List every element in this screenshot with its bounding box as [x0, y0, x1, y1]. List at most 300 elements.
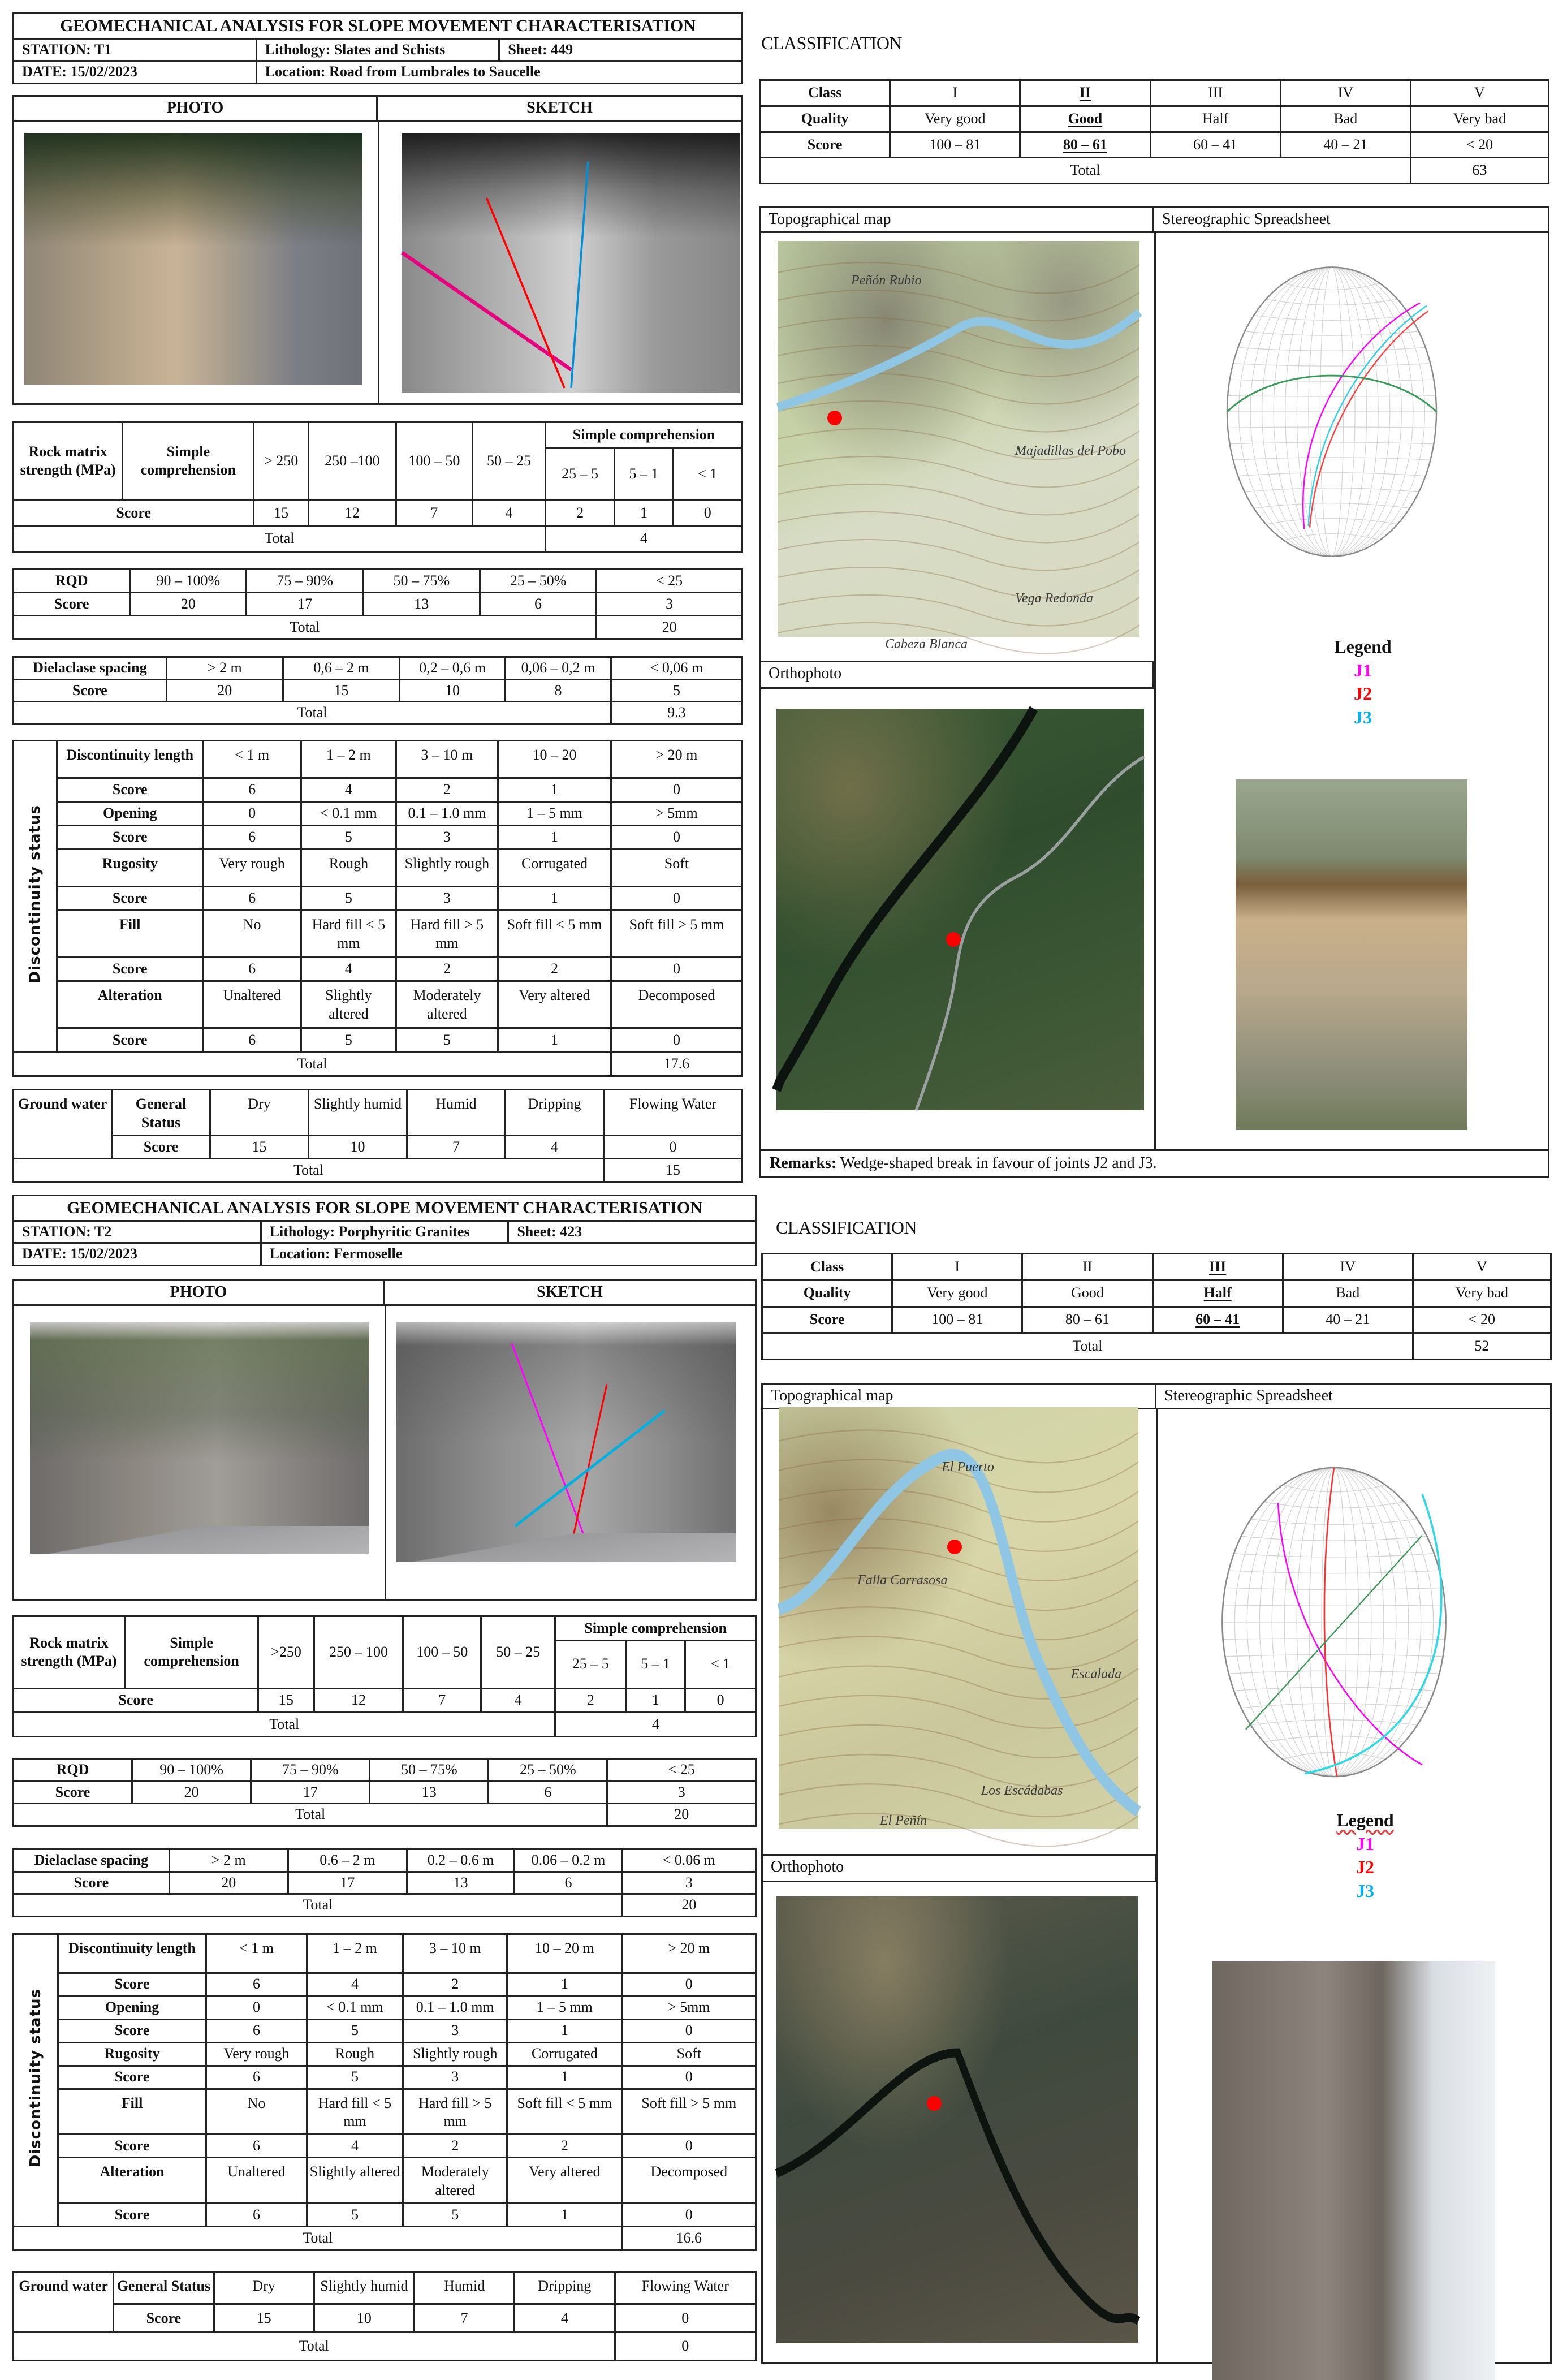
discontinuity-table [12, 740, 743, 1077]
quality-value-text: Very good [926, 1284, 988, 1301]
range: 5 – 1 [615, 448, 673, 500]
state: Dry [210, 1090, 309, 1136]
parameter-value: 0.1 – 1.0 mm [403, 1996, 507, 2019]
quality-value-text: Half [1202, 110, 1229, 127]
discontinuity-parameter: Discontinuity length [57, 741, 203, 778]
station-location-marker [947, 1540, 962, 1554]
sheet-title: GEOMECHANICAL ANALYSIS FOR SLOPE MOVEMENT CHARACTERISATION [14, 14, 743, 39]
discontinuity-table [12, 1933, 757, 2251]
score-range-text: 60 – 41 [1193, 136, 1238, 153]
score-range-text: < 20 [1466, 136, 1493, 153]
score: 2 [396, 958, 498, 981]
score: 4 [301, 958, 396, 981]
class-value [1280, 80, 1410, 106]
rqd-table [12, 1758, 757, 1822]
state: Flowing Water [604, 1090, 743, 1136]
map-place-name: Cabeza Blanca [885, 637, 968, 652]
score-range [1413, 1307, 1551, 1333]
score-range-text: 60 – 41 [1195, 1311, 1240, 1328]
score: 1 [498, 1028, 611, 1052]
score-label: Score [114, 2304, 214, 2332]
photo-label: PHOTO [14, 97, 378, 122]
score: 6 [480, 593, 596, 616]
rock-matrix-total: 4 [555, 1713, 756, 1737]
score: 15 [283, 679, 399, 702]
dielaclase-total: 9.3 [611, 702, 742, 725]
net-parallel [1238, 347, 1426, 351]
range: 75 – 90% [251, 1759, 370, 1782]
class-value-text: II [1079, 84, 1091, 101]
station-location-marker [827, 411, 842, 425]
classification-heading: CLASSIFICATION [761, 33, 903, 53]
parameter-value: Very rough [203, 850, 301, 887]
score-range [1410, 132, 1548, 158]
discontinuity-status-label [14, 741, 57, 1052]
groundwater-total: 0 [615, 2332, 756, 2361]
score: 15 [214, 2304, 314, 2332]
score: 5 [307, 2204, 403, 2227]
score: 3 [403, 2019, 507, 2042]
parameter-value: Slightly rough [403, 2042, 507, 2066]
class-value [1410, 80, 1548, 106]
score: 15 [258, 1688, 314, 1713]
date: DATE: 15/02/2023 [14, 1243, 261, 1266]
quality-value-text: Very good [924, 110, 986, 127]
dielaclase-table [12, 1848, 757, 1913]
simple-comprehension-group: Simple comprehension [545, 422, 742, 449]
class-value-text: IV [1340, 1258, 1356, 1275]
class-value-text: I [952, 84, 958, 101]
divider [378, 122, 379, 403]
quality-value [1022, 1280, 1152, 1307]
score-range [1150, 132, 1280, 158]
joint-lines [396, 1322, 736, 1562]
legend [1320, 1809, 1410, 1911]
lithology: Lithology: Porphyritic Granites [261, 1221, 508, 1243]
score: 3 [396, 887, 498, 911]
topo-map-label: Topographical map [763, 1385, 1156, 1409]
score: 20 [130, 593, 247, 616]
score-range [1020, 132, 1150, 158]
dielaclase-total: 20 [622, 1894, 756, 1917]
parameter-value: No [206, 2089, 307, 2135]
score: 0 [622, 2019, 756, 2042]
score: 2 [507, 2135, 623, 2158]
range: 0.6 – 2 m [288, 1849, 407, 1872]
class-value [892, 1254, 1022, 1280]
range: 0,2 – 0,6 m [400, 657, 506, 680]
net-parallel [1241, 1536, 1427, 1541]
parameter-value: 10 – 20 m [507, 1934, 623, 1973]
parameter-value: Slightly altered [301, 981, 396, 1028]
parameter-value: Slightly rough [396, 850, 498, 887]
discontinuity-parameter: Discontinuity length [58, 1934, 206, 1973]
score: 7 [415, 2304, 515, 2332]
score: 13 [407, 1872, 514, 1894]
quality-label: Quality [760, 106, 890, 132]
quality-label: Quality [762, 1280, 892, 1307]
photo-sketch-panel [12, 1279, 757, 1601]
class-value [1152, 1254, 1283, 1280]
range: 250 – 100 [314, 1616, 403, 1689]
class-value-text: II [1082, 1258, 1093, 1275]
score: 4 [307, 2135, 403, 2158]
class-value [1413, 1254, 1551, 1280]
discontinuity-status-text: Discontinuity status [27, 1989, 44, 2167]
slope-photo [24, 133, 362, 385]
dielaclase-label: Dielaclase spacing [14, 1849, 170, 1872]
score: 0 [611, 826, 742, 850]
rqd-total: 20 [607, 1804, 756, 1826]
rock-matrix-table [12, 421, 743, 553]
net-parallel [1234, 1687, 1434, 1691]
score: 6 [203, 887, 301, 911]
quality-value [1413, 1280, 1551, 1307]
parameter-value: Corrugated [498, 850, 611, 887]
location: Location: Road from Lumbrales to Saucelle [256, 61, 742, 84]
sheet-title: GEOMECHANICAL ANALYSIS FOR SLOPE MOVEMENT CHARACTERISATION [14, 1196, 756, 1221]
class-value-text: V [1477, 1258, 1487, 1275]
station-location-marker [927, 2096, 942, 2111]
discontinuity-parameter: Opening [57, 802, 203, 826]
total-label: Total [14, 1158, 604, 1182]
orthophoto [776, 709, 1144, 1110]
divider [1154, 233, 1156, 1149]
range: 0.2 – 0.6 m [407, 1849, 514, 1872]
score: 15 [210, 1135, 309, 1158]
parameter-value: > 5mm [622, 1996, 756, 2019]
general-status-label: General Status [112, 1090, 210, 1136]
quality-value [1150, 106, 1280, 132]
range: 50 – 75% [370, 1759, 489, 1782]
legend-item-j2: J2 [1356, 1857, 1374, 1878]
quality-value-text: Good [1071, 1284, 1104, 1301]
quality-value-text: Bad [1336, 1284, 1360, 1301]
score-label: Score [14, 1781, 132, 1804]
joint-line-j3 [515, 1411, 664, 1526]
joint-line-j1 [402, 253, 571, 370]
discontinuity-parameter: Rugosity [58, 2042, 206, 2066]
range: < 25 [597, 570, 743, 593]
net-parallel [1230, 442, 1434, 444]
total-label: Total [14, 1052, 611, 1076]
score: 6 [203, 958, 301, 981]
rock-matrix-total: 4 [545, 526, 742, 552]
range: 75 – 90% [247, 570, 363, 593]
total-label: Total [14, 1894, 623, 1917]
net-parallel [1225, 1588, 1443, 1589]
discontinuity-status-label [14, 1934, 58, 2227]
river-channel [776, 709, 1034, 1090]
great-circle-j1 [1278, 1503, 1422, 1765]
score-range [890, 132, 1020, 158]
score: 4 [307, 1973, 403, 1996]
legend-item-j1: J1 [1356, 1833, 1374, 1854]
range: < 1 [685, 1640, 756, 1688]
parameter-value: Very altered [507, 2158, 623, 2204]
score: 13 [363, 593, 480, 616]
range: >250 [258, 1616, 314, 1689]
maps-panel [761, 1383, 1552, 2364]
range: 100 – 50 [403, 1616, 481, 1689]
quality-value-text: Good [1068, 110, 1103, 127]
range: > 250 [254, 422, 309, 500]
score: 4 [301, 778, 396, 802]
quality-value [1410, 106, 1548, 132]
discontinuity-parameter: Fill [57, 911, 203, 958]
range: 50 – 25 [473, 422, 546, 500]
range: 50 – 75% [363, 570, 480, 593]
parameter-value: Moderately altered [403, 2158, 507, 2204]
quality-value [1283, 1280, 1413, 1307]
range: > 2 m [166, 657, 283, 680]
class-value [1283, 1254, 1413, 1280]
score: 20 [166, 679, 283, 702]
parameter-value: < 1 m [203, 741, 301, 778]
range: 25 – 5 [555, 1640, 626, 1688]
remarks-label: Remarks: [770, 1154, 837, 1172]
class-value-text: I [955, 1258, 960, 1275]
parameter-value: Rough [301, 850, 396, 887]
score: 6 [206, 2204, 307, 2227]
classification-total: 52 [1413, 1333, 1551, 1360]
net-parallel [1266, 299, 1398, 305]
score-label: Score [58, 2204, 206, 2227]
score: 15 [254, 500, 309, 526]
score: 2 [545, 500, 614, 526]
simple-comprehension-group: Simple comprehension [555, 1616, 756, 1641]
quality-value [1280, 106, 1410, 132]
groundwater-label: Ground water [14, 2272, 114, 2332]
parameter-value: 10 – 20 [498, 741, 611, 778]
class-value-text: IV [1337, 84, 1353, 101]
remarks [761, 1149, 1548, 1176]
discontinuity-total: 16.6 [622, 2227, 756, 2250]
score: 0 [611, 958, 742, 981]
parameter-value: Hard fill > 5 mm [403, 2089, 507, 2135]
field-photo [1236, 779, 1467, 1130]
state: Humid [407, 1090, 506, 1136]
range: < 0,06 m [611, 657, 742, 680]
score: 1 [498, 887, 611, 911]
station-id: STATION: T1 [14, 38, 257, 61]
score-label: Score [57, 1028, 203, 1052]
score-range [1283, 1307, 1413, 1333]
net-parallel [1225, 1655, 1443, 1657]
score: 0 [615, 2304, 756, 2332]
total-label: Total [14, 2227, 623, 2250]
class-value [1150, 80, 1280, 106]
score: 10 [400, 679, 506, 702]
score: 10 [314, 2304, 414, 2332]
score: 0 [685, 1688, 756, 1713]
class-value-text: III [1208, 84, 1223, 101]
rock-matrix-table [12, 1615, 757, 1737]
stereo-label: Stereographic Spreadsheet [1156, 1385, 1550, 1409]
orthophoto-features [776, 709, 1144, 1110]
score-range [1152, 1307, 1283, 1333]
stereonet [1185, 253, 1479, 570]
score-label: Score [14, 1872, 170, 1894]
joint-line-j2 [487, 198, 565, 388]
parameter-value: < 1 m [206, 1934, 307, 1973]
road [30, 1526, 369, 1554]
range: 25 – 50% [480, 570, 596, 593]
legend-title: Legend [1334, 636, 1392, 657]
quality-value [1020, 106, 1150, 132]
score: 4 [481, 1688, 555, 1713]
slope-sketch [396, 1322, 736, 1562]
score: 17 [288, 1872, 407, 1894]
parameter-value: 3 – 10 m [396, 741, 498, 778]
quality-value-text: Very bad [1455, 1284, 1508, 1301]
score-label: Score [57, 826, 203, 850]
score: 20 [169, 1872, 288, 1894]
map-place-name: Majadillas del Pobo [1015, 443, 1126, 459]
score: 2 [403, 2135, 507, 2158]
range: < 25 [607, 1759, 756, 1782]
net-parallel [1229, 1571, 1440, 1573]
station-id: STATION: T2 [14, 1221, 261, 1243]
score: 0 [622, 2204, 756, 2227]
net-parallel [1238, 473, 1426, 476]
legend-item-j1: J1 [1354, 659, 1372, 680]
discontinuity-parameter: Alteration [58, 2158, 206, 2204]
road [396, 1533, 736, 1562]
score: 6 [203, 778, 301, 802]
parameter-value: Hard fill < 5 mm [301, 911, 396, 958]
parameter-value: Soft fill < 5 mm [507, 2089, 623, 2135]
classification-total: 63 [1410, 158, 1548, 184]
photo-sketch-panel [12, 95, 743, 405]
quality-value-text: Half [1203, 1284, 1232, 1301]
net-parallel [1229, 1671, 1440, 1674]
parameter-value: 1 – 2 m [307, 1934, 403, 1973]
net-parallel [1230, 380, 1434, 381]
joint-line-j3 [571, 162, 588, 388]
range: 0.06 – 0.2 m [515, 1849, 622, 1872]
legend-item-j3: J3 [1354, 706, 1372, 727]
net-parallel [1251, 1519, 1418, 1524]
legend-title: Legend [1336, 1810, 1394, 1830]
score: 20 [132, 1781, 251, 1804]
parameter-value: Hard fill < 5 mm [307, 2089, 403, 2135]
station-header [12, 12, 743, 79]
parameter-value: 0 [203, 802, 301, 826]
score: 2 [396, 778, 498, 802]
legend [1318, 635, 1408, 737]
class-value-text: V [1474, 84, 1485, 101]
range: 25 – 5 [545, 448, 614, 500]
range: 90 – 100% [132, 1759, 251, 1782]
range: 25 – 50% [489, 1759, 607, 1782]
score: 1 [498, 778, 611, 802]
score-range-text: 80 – 61 [1065, 1311, 1110, 1328]
score: 6 [206, 2135, 307, 2158]
legend-item-j3: J3 [1356, 1880, 1374, 1901]
parameter-value: Corrugated [507, 2042, 623, 2066]
dielaclase-label: Dielaclase spacing [14, 657, 167, 680]
score: 6 [515, 1872, 622, 1894]
stereographic-projection [1185, 253, 1479, 570]
parameter-value: 1 – 2 m [301, 741, 396, 778]
score-label: Score [14, 593, 130, 616]
score: 5 [611, 679, 742, 702]
quality-value [1152, 1280, 1283, 1307]
score: 1 [507, 2204, 623, 2227]
total-label: Total [14, 2332, 615, 2361]
score: 0 [673, 500, 743, 526]
score: 5 [307, 2019, 403, 2042]
net-parallel [1245, 488, 1419, 492]
parameter-value: > 20 m [622, 1934, 756, 1973]
total-label: Total [762, 1333, 1413, 1360]
rqd-label: RQD [14, 570, 130, 593]
score: 1 [498, 826, 611, 850]
state: Dripping [506, 1090, 604, 1136]
total-label: Total [14, 1713, 555, 1737]
groundwater-label: Ground water [14, 1090, 112, 1159]
topographical-map [778, 241, 1139, 652]
score: 3 [607, 1781, 756, 1804]
range: 0,6 – 2 m [283, 657, 399, 680]
score: 6 [206, 2019, 307, 2042]
score-label: Score [760, 132, 890, 158]
score: 1 [507, 2019, 623, 2042]
score-label: Score [14, 500, 254, 526]
orthophoto-label: Orthophoto [763, 1854, 1156, 1882]
state: Slightly humid [309, 1090, 407, 1136]
parameter-value: No [203, 911, 301, 958]
score: 5 [403, 2204, 507, 2227]
discontinuity-parameter: Opening [58, 1996, 206, 2019]
parameter-value: 0.1 – 1.0 mm [396, 802, 498, 826]
score: 5 [301, 826, 396, 850]
parameter-value: Soft fill < 5 mm [498, 911, 611, 958]
score: 3 [403, 2066, 507, 2089]
state: Flowing Water [615, 2272, 756, 2304]
parameter-value: 1 – 5 mm [507, 1996, 623, 2019]
parameter-value: Soft fill > 5 mm [611, 911, 742, 958]
score: 6 [206, 1973, 307, 1996]
range: 0,06 – 0,2 m [506, 657, 611, 680]
parameter-value: > 20 m [611, 741, 742, 778]
parameter-value: Slightly altered [307, 2158, 403, 2204]
class-value [1022, 1254, 1152, 1280]
parameter-value: 0 [206, 1996, 307, 2019]
net-parallel [1254, 316, 1410, 321]
map-place-name: Falla Carrasosa [857, 1572, 948, 1588]
score: 4 [473, 500, 546, 526]
map-place-name: Los Escádabas [981, 1783, 1063, 1799]
sketch-label: SKETCH [385, 1281, 755, 1306]
joint-line-j1 [512, 1343, 583, 1533]
net-parallel [1254, 503, 1410, 508]
score-label: Score [57, 958, 203, 981]
score: 6 [206, 2066, 307, 2089]
score: 0 [604, 1135, 743, 1158]
quality-value-text: Bad [1333, 110, 1358, 127]
parameter-value: Decomposed [622, 2158, 756, 2204]
quality-value-text: Very bad [1453, 110, 1506, 127]
classification-table [761, 1253, 1552, 1360]
great-circle-j2 [1310, 311, 1428, 527]
parameter-value: 3 – 10 m [403, 1934, 507, 1973]
score: 0 [622, 2135, 756, 2158]
discontinuity-parameter: Alteration [57, 981, 203, 1028]
score: 6 [203, 826, 301, 850]
score-label: Score [14, 679, 167, 702]
